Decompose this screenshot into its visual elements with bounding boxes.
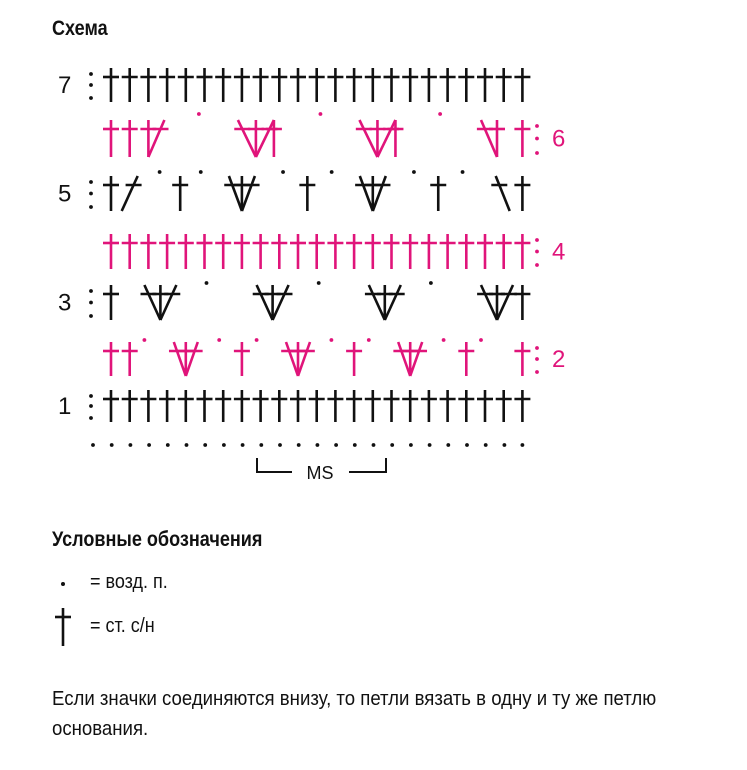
double-crochet-stitch: [477, 234, 493, 269]
double-crochet-stitch: [273, 285, 293, 320]
double-crochet-stitch: [197, 234, 213, 269]
row-number-2: 2: [552, 346, 566, 373]
double-crochet-stitch: [491, 176, 509, 211]
double-crochet-stitch: [298, 342, 315, 376]
chain-stitch-dot: [479, 338, 483, 342]
chain-stitch-dot: [255, 338, 259, 342]
foundation-chain-dot: [110, 443, 114, 447]
double-crochet-stitch: [346, 68, 362, 102]
double-crochet-stitch: [496, 234, 512, 269]
chain-stitch-dot: [461, 170, 465, 174]
row-number-6: 6: [552, 125, 566, 153]
foundation-chain-dot: [91, 443, 95, 447]
row-separator-dot: [535, 137, 539, 141]
row-separator-dot: [535, 238, 539, 242]
double-crochet-stitch: [122, 68, 138, 102]
double-crochet-stitch: [410, 342, 427, 376]
double-crochet-stitch: [514, 234, 530, 269]
row-separator-dot: [535, 263, 539, 267]
chain-stitch-dot: [317, 281, 321, 285]
double-crochet-stitch: [253, 234, 269, 269]
double-crochet-stitch: [159, 234, 175, 269]
crochet-chart: [0, 50, 747, 490]
double-crochet-stitch: [477, 390, 493, 422]
chain-stitch-dot: [330, 338, 334, 342]
foundation-chain-dot: [465, 443, 469, 447]
foundation-chain-dot: [166, 443, 170, 447]
double-crochet-stitch: [122, 390, 138, 422]
row-separator-dot: [535, 357, 539, 361]
double-crochet-stitch: [271, 234, 287, 269]
double-crochet-stitch: [402, 68, 418, 102]
double-crochet-stitch: [497, 285, 517, 320]
double-crochet-stitch: [271, 390, 287, 422]
double-crochet-stitch: [122, 120, 138, 157]
double-crochet-stitch: [178, 68, 194, 102]
double-crochet-stitch: [477, 285, 497, 320]
double-crochet-stitch: [186, 342, 203, 376]
double-crochet-stitch: [365, 285, 385, 320]
row-separator-dot: [535, 124, 539, 128]
foundation-chain-dot: [409, 443, 413, 447]
double-crochet-stitch: [253, 285, 273, 320]
double-crochet-stitch: [309, 234, 325, 269]
double-crochet-stitch: [514, 120, 530, 157]
row-number-7: 7: [58, 72, 72, 99]
double-crochet-stitch: [514, 342, 530, 376]
double-crochet-stitch: [384, 68, 400, 102]
chain-stitch-dot: [412, 170, 416, 174]
double-crochet-stitch: [290, 390, 306, 422]
double-crochet-stitch: [103, 68, 119, 102]
row-separator-dot: [89, 289, 93, 293]
repeat-bracket-left: [257, 458, 292, 472]
chain-stitch-dot: [330, 170, 334, 174]
row-separator-dot: [89, 205, 93, 209]
foundation-chain-dot: [446, 443, 450, 447]
double-crochet-stitch: [103, 285, 119, 320]
double-crochet-stitch: [387, 120, 403, 157]
double-crochet-stitch: [140, 68, 156, 102]
double-crochet-stitch: [234, 234, 250, 269]
foundation-chain-dot: [203, 443, 207, 447]
double-crochet-stitch: [103, 234, 119, 269]
double-crochet-stitch: [299, 176, 315, 211]
double-crochet-stitch: [327, 390, 343, 422]
double-crochet-stitch: [430, 176, 446, 211]
double-crochet-stitch: [266, 120, 282, 157]
double-crochet-stitch: [514, 390, 530, 422]
double-crochet-stitch: [458, 342, 474, 376]
double-crochet-stitch: [159, 390, 175, 422]
double-crochet-stitch: [224, 176, 242, 211]
double-crochet-stitch: [253, 68, 269, 102]
foundation-chain-dot: [484, 443, 488, 447]
double-crochet-stitch: [393, 342, 410, 376]
double-crochet-stitch: [103, 120, 119, 157]
double-crochet-stitch: [440, 390, 456, 422]
double-crochet-stitch: [152, 285, 168, 320]
double-crochet-stitch: [355, 176, 373, 211]
double-crochet-stitch: [271, 68, 287, 102]
chain-stitch-dot: [199, 170, 203, 174]
double-crochet-stitch: [234, 120, 256, 157]
row-number-4: 4: [552, 238, 566, 266]
foundation-chain-dot: [241, 443, 245, 447]
double-crochet-stitch: [197, 68, 213, 102]
double-crochet-stitch: [140, 234, 156, 269]
double-crochet-stitch: [421, 234, 437, 269]
double-crochet-stitch: [421, 68, 437, 102]
double-crochet-stitch: [234, 342, 250, 376]
double-crochet-stitch: [514, 68, 530, 102]
row-separator-dot: [89, 394, 93, 398]
double-crochet-stitch: [140, 390, 156, 422]
row-number-3: 3: [58, 289, 72, 317]
row-separator-dot: [89, 96, 93, 100]
double-crochet-stitch: [421, 390, 437, 422]
double-crochet-stitch: [159, 68, 175, 102]
double-crochet-stitch: [234, 390, 250, 422]
chain-stitch-dot: [442, 338, 446, 342]
chain-stitch-dot: [205, 281, 209, 285]
legend-double-crochet-text: = ст. с/н: [90, 614, 155, 637]
row-separator-dot: [89, 192, 93, 196]
row-separator-dot: [89, 416, 93, 420]
double-crochet-stitch: [242, 176, 260, 211]
double-crochet-stitch: [290, 234, 306, 269]
foundation-chain-dot: [503, 443, 507, 447]
legend-title: Условные обозначения: [52, 528, 263, 551]
chain-stitch-dot: [367, 338, 371, 342]
legend-chain-text: = возд. п.: [90, 570, 168, 593]
instruction-note: Если значки соединяются внизу, то петли вязать в одну и ту же петлю основания.: [52, 688, 657, 740]
foundation-chain-dot: [353, 443, 357, 447]
double-crochet-stitch: [377, 285, 393, 320]
double-crochet-stitch: [346, 234, 362, 269]
chain-stitch-dot: [197, 112, 201, 116]
double-crochet-stitch: [265, 285, 281, 320]
foundation-chain-dot: [185, 443, 189, 447]
double-crochet-stitch: [160, 285, 180, 320]
foundation-chain-dot: [129, 443, 133, 447]
double-crochet-stitch: [290, 68, 306, 102]
double-crochet-stitch: [440, 68, 456, 102]
double-crochet-stitch: [489, 120, 505, 157]
legend-item-double-crochet: [52, 606, 162, 646]
double-crochet-stitch: [140, 120, 156, 157]
schema-title: Схема: [52, 17, 108, 40]
double-crochet-stitch: [346, 390, 362, 422]
double-crochet-stitch: [365, 234, 381, 269]
double-crochet-stitch: [122, 342, 138, 376]
foundation-chain-dot: [297, 443, 301, 447]
row-number-1: 1: [58, 393, 72, 420]
row-number-5: 5: [58, 180, 72, 208]
double-crochet-stitch: [148, 120, 168, 157]
double-crochet-stitch: [103, 176, 119, 211]
double-crochet-stitch: [197, 390, 213, 422]
row-separator-dot: [89, 180, 93, 184]
double-crochet-stitch: [477, 120, 497, 157]
double-crochet-stitch: [327, 234, 343, 269]
double-crochet-stitch: [373, 176, 391, 211]
double-crochet-stitch: [103, 342, 119, 376]
chain-stitch-dot: [319, 112, 323, 116]
double-crochet-stitch: [384, 390, 400, 422]
chain-stitch-dot: [143, 338, 147, 342]
chain-stitch-dot: [281, 170, 285, 174]
double-crochet-stitch: [122, 234, 138, 269]
foundation-chain-dot: [521, 443, 525, 447]
row-separator-dot: [89, 83, 93, 87]
foundation-chain-dot: [147, 443, 151, 447]
double-crochet-stitch: [215, 234, 231, 269]
row-separator-dot: [535, 346, 539, 350]
double-crochet-icon: [52, 606, 76, 646]
chain-stitch-dot: [217, 338, 221, 342]
double-crochet-stitch: [458, 390, 474, 422]
double-crochet-stitch: [346, 342, 362, 376]
foundation-chain-dot: [222, 443, 226, 447]
chain-stitch-dot: [429, 281, 433, 285]
double-crochet-stitch: [496, 68, 512, 102]
double-crochet-stitch: [122, 176, 142, 211]
double-crochet-stitch: [477, 68, 493, 102]
repeat-label: MS: [306, 463, 334, 483]
foundation-chain-dot: [390, 443, 394, 447]
double-crochet-stitch: [369, 120, 385, 157]
double-crochet-stitch: [309, 68, 325, 102]
legend-item-chain: [52, 562, 176, 602]
double-crochet-stitch: [103, 390, 119, 422]
row-separator-dot: [89, 404, 93, 408]
double-crochet-stitch: [458, 68, 474, 102]
double-crochet-stitch: [458, 234, 474, 269]
double-crochet-stitch: [385, 285, 405, 320]
double-crochet-stitch: [253, 390, 269, 422]
double-crochet-stitch: [402, 390, 418, 422]
double-crochet-stitch: [327, 68, 343, 102]
double-crochet-stitch: [215, 68, 231, 102]
row-separator-dot: [535, 250, 539, 254]
double-crochet-stitch: [281, 342, 298, 376]
repeat-bracket-right: [349, 458, 386, 472]
double-crochet-stitch: [496, 390, 512, 422]
row-separator-dot: [89, 301, 93, 305]
row-separator-dot: [89, 314, 93, 318]
double-crochet-stitch: [365, 68, 381, 102]
foundation-chain-dot: [372, 443, 376, 447]
chain-stitch-dot-icon: [52, 562, 76, 602]
double-crochet-stitch: [440, 234, 456, 269]
chain-stitch-dot: [158, 170, 162, 174]
double-crochet-stitch: [309, 390, 325, 422]
double-crochet-stitch: [248, 120, 264, 157]
double-crochet-stitch: [489, 285, 505, 320]
double-crochet-stitch: [178, 390, 194, 422]
double-crochet-stitch: [356, 120, 378, 157]
double-crochet-stitch: [141, 285, 161, 320]
double-crochet-stitch: [178, 234, 194, 269]
row-separator-dot: [89, 72, 93, 76]
chain-stitch-dot: [438, 112, 442, 116]
foundation-chain-dot: [334, 443, 338, 447]
foundation-chain-dot: [259, 443, 263, 447]
double-crochet-stitch: [514, 176, 530, 211]
row-separator-dot: [535, 370, 539, 374]
double-crochet-stitch: [365, 390, 381, 422]
double-crochet-stitch: [215, 390, 231, 422]
double-crochet-stitch: [172, 176, 188, 211]
double-crochet-stitch: [514, 285, 530, 320]
double-crochet-stitch: [384, 234, 400, 269]
foundation-chain-dot: [316, 443, 320, 447]
foundation-chain-dot: [278, 443, 282, 447]
double-crochet-stitch: [402, 234, 418, 269]
foundation-chain-dot: [428, 443, 432, 447]
double-crochet-stitch: [234, 68, 250, 102]
double-crochet-stitch: [169, 342, 186, 376]
row-separator-dot: [535, 151, 539, 155]
